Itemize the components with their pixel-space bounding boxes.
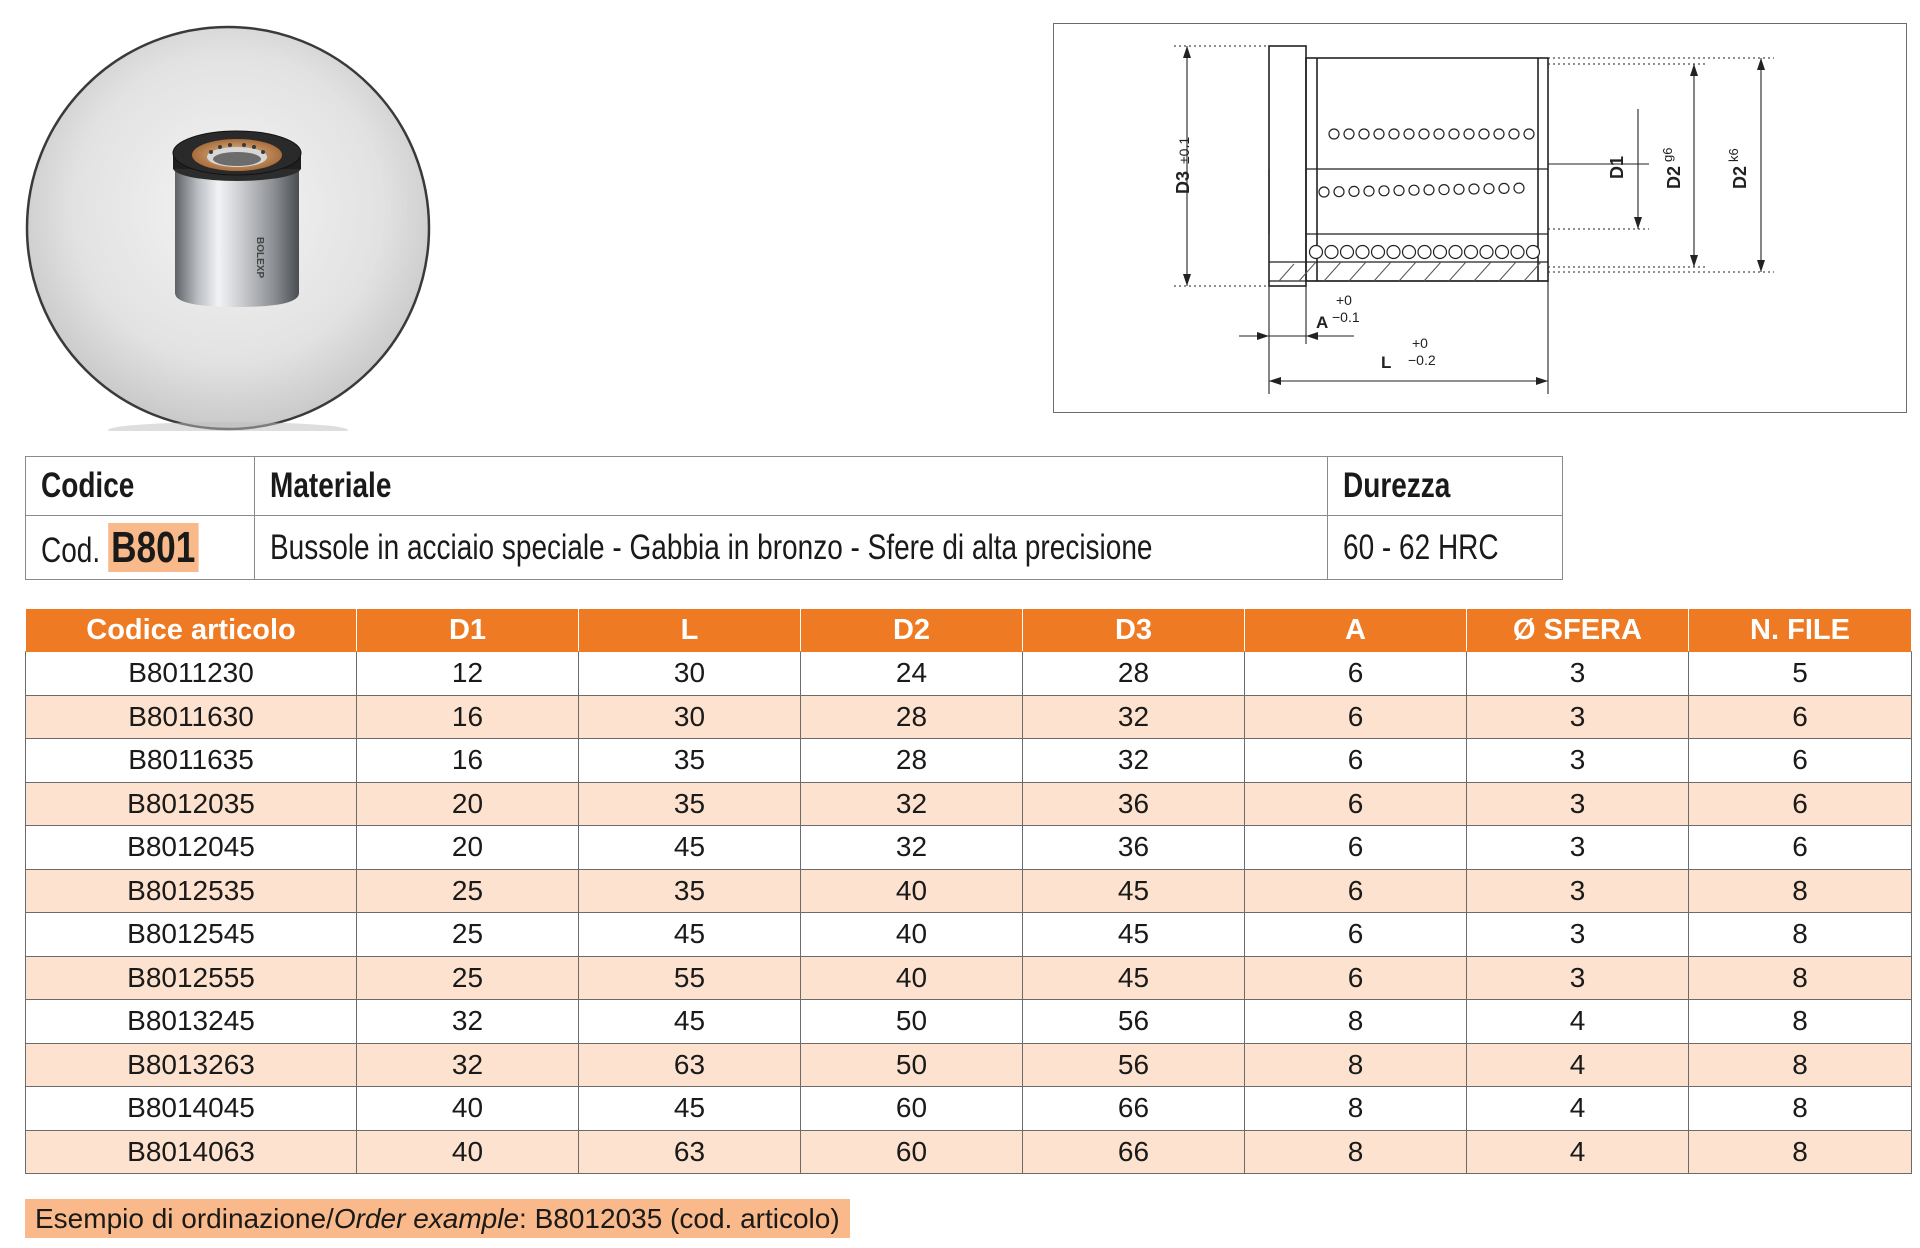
table-row: [26, 652, 1912, 696]
table-row: [26, 782, 1912, 826]
table-cell: B8012035: [26, 782, 357, 826]
table-cell: 60: [801, 1087, 1023, 1131]
label-d2-g6-tol: g6: [1660, 147, 1675, 162]
label-l-tol-minus: −0.2: [1408, 352, 1436, 368]
header-code: Codice: [26, 457, 255, 516]
table-cell: B8012555: [26, 956, 357, 1000]
table-cell: 35: [579, 782, 801, 826]
table-cell: 40: [357, 1130, 579, 1174]
table-cell: 32: [357, 1000, 579, 1044]
table-cell: 3: [1467, 869, 1689, 913]
table-cell: B8012535: [26, 869, 357, 913]
table-cell: 45: [579, 1087, 801, 1131]
table-cell: 32: [1023, 695, 1245, 739]
table-cell: 6: [1245, 826, 1467, 870]
table-cell: 6: [1245, 869, 1467, 913]
table-cell: 8: [1689, 1000, 1912, 1044]
table-cell: 20: [357, 826, 579, 870]
label-d2-k6-tol: k6: [1726, 148, 1741, 162]
table-cell: 8: [1245, 1087, 1467, 1131]
table-cell: 8: [1245, 1130, 1467, 1174]
table-cell: 16: [357, 695, 579, 739]
table-cell: 4: [1467, 1087, 1689, 1131]
label-d3-tol: ±0.1: [1176, 136, 1192, 164]
table-cell: 16: [357, 739, 579, 783]
table-cell: 45: [579, 1000, 801, 1044]
header-material: Materiale: [255, 457, 1328, 516]
table-cell: 40: [801, 869, 1023, 913]
product-photo: [25, 25, 431, 431]
table-cell: B8013263: [26, 1043, 357, 1087]
table-cell: 35: [579, 739, 801, 783]
table-cell: 36: [1023, 826, 1245, 870]
table-cell: 28: [1023, 652, 1245, 696]
table-cell: 20: [357, 782, 579, 826]
table-cell: 45: [1023, 869, 1245, 913]
table-cell: 25: [357, 913, 579, 957]
column-header: D2: [801, 609, 1023, 652]
table-cell: 3: [1467, 913, 1689, 957]
table-cell: 50: [801, 1000, 1023, 1044]
label-a-tol-plus: +0: [1336, 292, 1352, 308]
table-cell: 6: [1245, 695, 1467, 739]
table-cell: 45: [1023, 913, 1245, 957]
info-table: [25, 456, 1563, 580]
table-cell: 50: [801, 1043, 1023, 1087]
table-cell: 45: [1023, 956, 1245, 1000]
table-cell: 8: [1689, 956, 1912, 1000]
table-cell: 12: [357, 652, 579, 696]
table-cell: 4: [1467, 1043, 1689, 1087]
header-hardness: Durezza: [1328, 457, 1563, 516]
table-cell: 6: [1245, 652, 1467, 696]
table-cell: 6: [1245, 739, 1467, 783]
table-cell: B8012045: [26, 826, 357, 870]
table-cell: 25: [357, 869, 579, 913]
table-cell: 55: [579, 956, 801, 1000]
table-cell: 8: [1689, 1130, 1912, 1174]
column-header: D3: [1023, 609, 1245, 652]
table-cell: 63: [579, 1043, 801, 1087]
table-cell: 3: [1467, 652, 1689, 696]
table-row: [26, 1130, 1912, 1174]
table-cell: B8011630: [26, 695, 357, 739]
table-cell: 32: [1023, 739, 1245, 783]
label-d1: D1: [1607, 155, 1627, 179]
column-header: L: [579, 609, 801, 652]
label-d3: D3: [1173, 170, 1193, 194]
table-cell: 60: [801, 1130, 1023, 1174]
table-cell: 28: [801, 739, 1023, 783]
column-header: Codice articolo: [26, 609, 357, 652]
table-cell: 30: [579, 652, 801, 696]
table-cell: B8014045: [26, 1087, 357, 1131]
table-row: [26, 956, 1912, 1000]
table-cell: 4: [1467, 1130, 1689, 1174]
table-row: [26, 826, 1912, 870]
table-cell: 3: [1467, 695, 1689, 739]
table-cell: 6: [1245, 956, 1467, 1000]
table-cell: 6: [1689, 826, 1912, 870]
table-cell: 3: [1467, 956, 1689, 1000]
table-cell: B8013245: [26, 1000, 357, 1044]
label-a-tol-minus: −0.1: [1332, 309, 1360, 325]
table-cell: 32: [801, 826, 1023, 870]
table-row: [26, 869, 1912, 913]
table-cell: 66: [1023, 1087, 1245, 1131]
table-cell: 6: [1689, 739, 1912, 783]
table-cell: 40: [357, 1087, 579, 1131]
table-cell: 6: [1245, 782, 1467, 826]
table-cell: 3: [1467, 782, 1689, 826]
table-cell: 56: [1023, 1000, 1245, 1044]
table-cell: B8011230: [26, 652, 357, 696]
label-a: A: [1316, 313, 1329, 332]
column-header: D1: [357, 609, 579, 652]
table-row: [26, 1043, 1912, 1087]
table-cell: 32: [801, 782, 1023, 826]
label-l-tol-plus: +0: [1412, 335, 1428, 351]
table-cell: 4: [1467, 1000, 1689, 1044]
dimensions-table: [25, 608, 1912, 1174]
table-cell: 45: [579, 913, 801, 957]
table-cell: 45: [579, 826, 801, 870]
table-row: [26, 739, 1912, 783]
brand-mark: BOLEXP: [254, 237, 265, 279]
table-cell: 35: [579, 869, 801, 913]
order-example-italic: Order example: [333, 1203, 520, 1234]
table-cell: 3: [1467, 739, 1689, 783]
table-cell: 6: [1689, 695, 1912, 739]
table-row: [26, 695, 1912, 739]
column-header: A: [1245, 609, 1467, 652]
code-prefix: Cod.: [41, 530, 101, 570]
label-d2-g6: D2: [1664, 165, 1684, 189]
material-cell: Bussole in acciaio speciale - Gabbia in bronzo - Sfere di alta precisione: [255, 516, 1328, 580]
table-cell: 56: [1023, 1043, 1245, 1087]
label-l: L: [1381, 353, 1392, 372]
table-cell: 8: [1689, 1087, 1912, 1131]
table-cell: 3: [1467, 826, 1689, 870]
column-header: N. FILE: [1689, 609, 1912, 652]
technical-drawing: [1053, 23, 1907, 413]
table-cell: 40: [801, 913, 1023, 957]
code-cell: [26, 516, 255, 580]
table-cell: 32: [357, 1043, 579, 1087]
table-row: [26, 1000, 1912, 1044]
table-cell: 28: [801, 695, 1023, 739]
table-cell: 40: [801, 956, 1023, 1000]
table-cell: 8: [1689, 913, 1912, 957]
table-cell: 36: [1023, 782, 1245, 826]
order-example: Esempio di ordinazione/Order example: B8012035 (cod. articolo): [25, 1199, 850, 1238]
table-cell: 6: [1689, 782, 1912, 826]
table-cell: 8: [1689, 1043, 1912, 1087]
table-cell: 24: [801, 652, 1023, 696]
table-row: [26, 1087, 1912, 1131]
code-value: B801: [108, 523, 199, 572]
table-cell: 66: [1023, 1130, 1245, 1174]
table-cell: 8: [1245, 1043, 1467, 1087]
table-cell: B8014063: [26, 1130, 357, 1174]
table-cell: 8: [1689, 869, 1912, 913]
table-cell: 8: [1245, 1000, 1467, 1044]
hardness-cell: 60 - 62 HRC: [1328, 516, 1563, 580]
table-cell: 25: [357, 956, 579, 1000]
label-d2-k6: D2: [1730, 165, 1750, 189]
column-header: Ø SFERA: [1467, 609, 1689, 652]
table-cell: 63: [579, 1130, 801, 1174]
table-cell: 6: [1245, 913, 1467, 957]
table-row: [26, 913, 1912, 957]
table-cell: B8011635: [26, 739, 357, 783]
table-cell: 30: [579, 695, 801, 739]
table-cell: B8012545: [26, 913, 357, 957]
table-cell: 5: [1689, 652, 1912, 696]
